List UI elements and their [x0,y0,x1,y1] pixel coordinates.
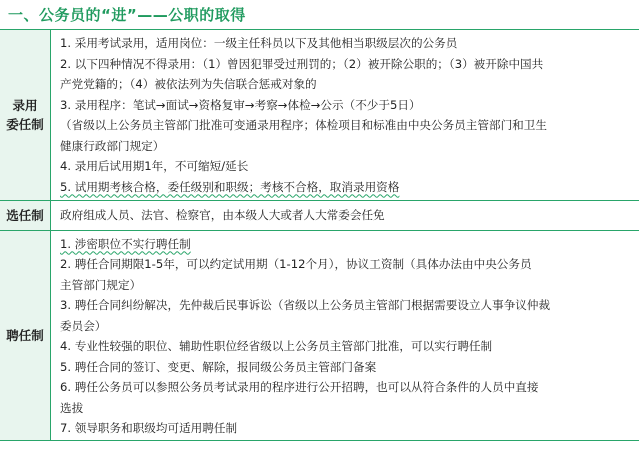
table-row-appointment [0,30,639,201]
content-line: 5. 试用期考核合格，委任级别和职级；考核不合格，取消录用资格 [60,179,400,194]
section-title: 一、公务员的“进”——公职的取得 [8,6,246,24]
content-line: 委员会） [60,318,107,333]
table-row-contract [0,231,639,441]
row-content [51,231,639,440]
content-line: 7. 领导职务和职级均可适用聘任制 [60,421,238,435]
row-label-line: 选任制 [6,207,44,223]
content-line: 1. 涉密职位不实行聘任制 [60,236,191,251]
content-line: 2. 以下四种情况不得录用：（1）曾因犯罪受过刑罚的；（2）被开除公职的；（3）被开除中国共 [60,56,544,71]
content-line: 政府组成人员、法官、检察官，由本级人大或者人大常委会任免 [60,208,385,222]
content-line: 1. 采用考试录用，适用岗位：一级主任科员以下及其他相当职级层次的公务员 [60,36,458,50]
row-label [0,231,51,440]
content-line: （省级以上公务员主管部门批准可变通录用程序；体检项目和标准由中央公务员主管部门和卫生 [60,118,547,132]
content-line: 选拔 [60,400,84,415]
content-line: 产党党籍的；（4）被依法列为失信联合惩戒对象的 [60,77,317,91]
content-line: 6. 聘任公务员可以参照公务员考试录用的程序进行公开招聘，也可以从符合条件的人员中直接 [60,380,539,394]
content-line: 3. 录用程序：笔试→面试→资格复审→考察→体检→公示（不少于5日） [60,97,421,112]
row-label [0,201,51,230]
row-label [0,30,51,200]
row-label-line: 聘任制 [6,327,44,343]
row-label-line: 录用 [12,98,38,113]
content-line: 健康行政部门规定） [60,138,165,153]
row-content [51,30,639,200]
content-line: 2. 聘任合同期限1-5年，可以约定试用期（1-12个月），协议工资制（具体办法由中央公务员 [60,257,532,271]
info-table [0,29,639,441]
row-label-line: 委任制 [6,117,44,132]
content-line: 5. 聘任合同的签订、变更、解除，报同级公务员主管部门备案 [60,359,377,374]
table-row-election [0,201,639,231]
content-line: 主管部门规定） [60,277,142,292]
row-content [51,201,639,230]
content-line: 3. 聘任合同纠纷解决，先仲裁后民事诉讼（省级以上公务员主管部门根据需要设立人事争议仲裁 [60,298,551,312]
content-line: 4. 录用后试用期1年，不可缩短/延长 [60,159,249,173]
content-line: 4. 专业性较强的职位、辅助性职位经省级以上公务员主管部门批准，可以实行聘任制 [60,339,493,353]
